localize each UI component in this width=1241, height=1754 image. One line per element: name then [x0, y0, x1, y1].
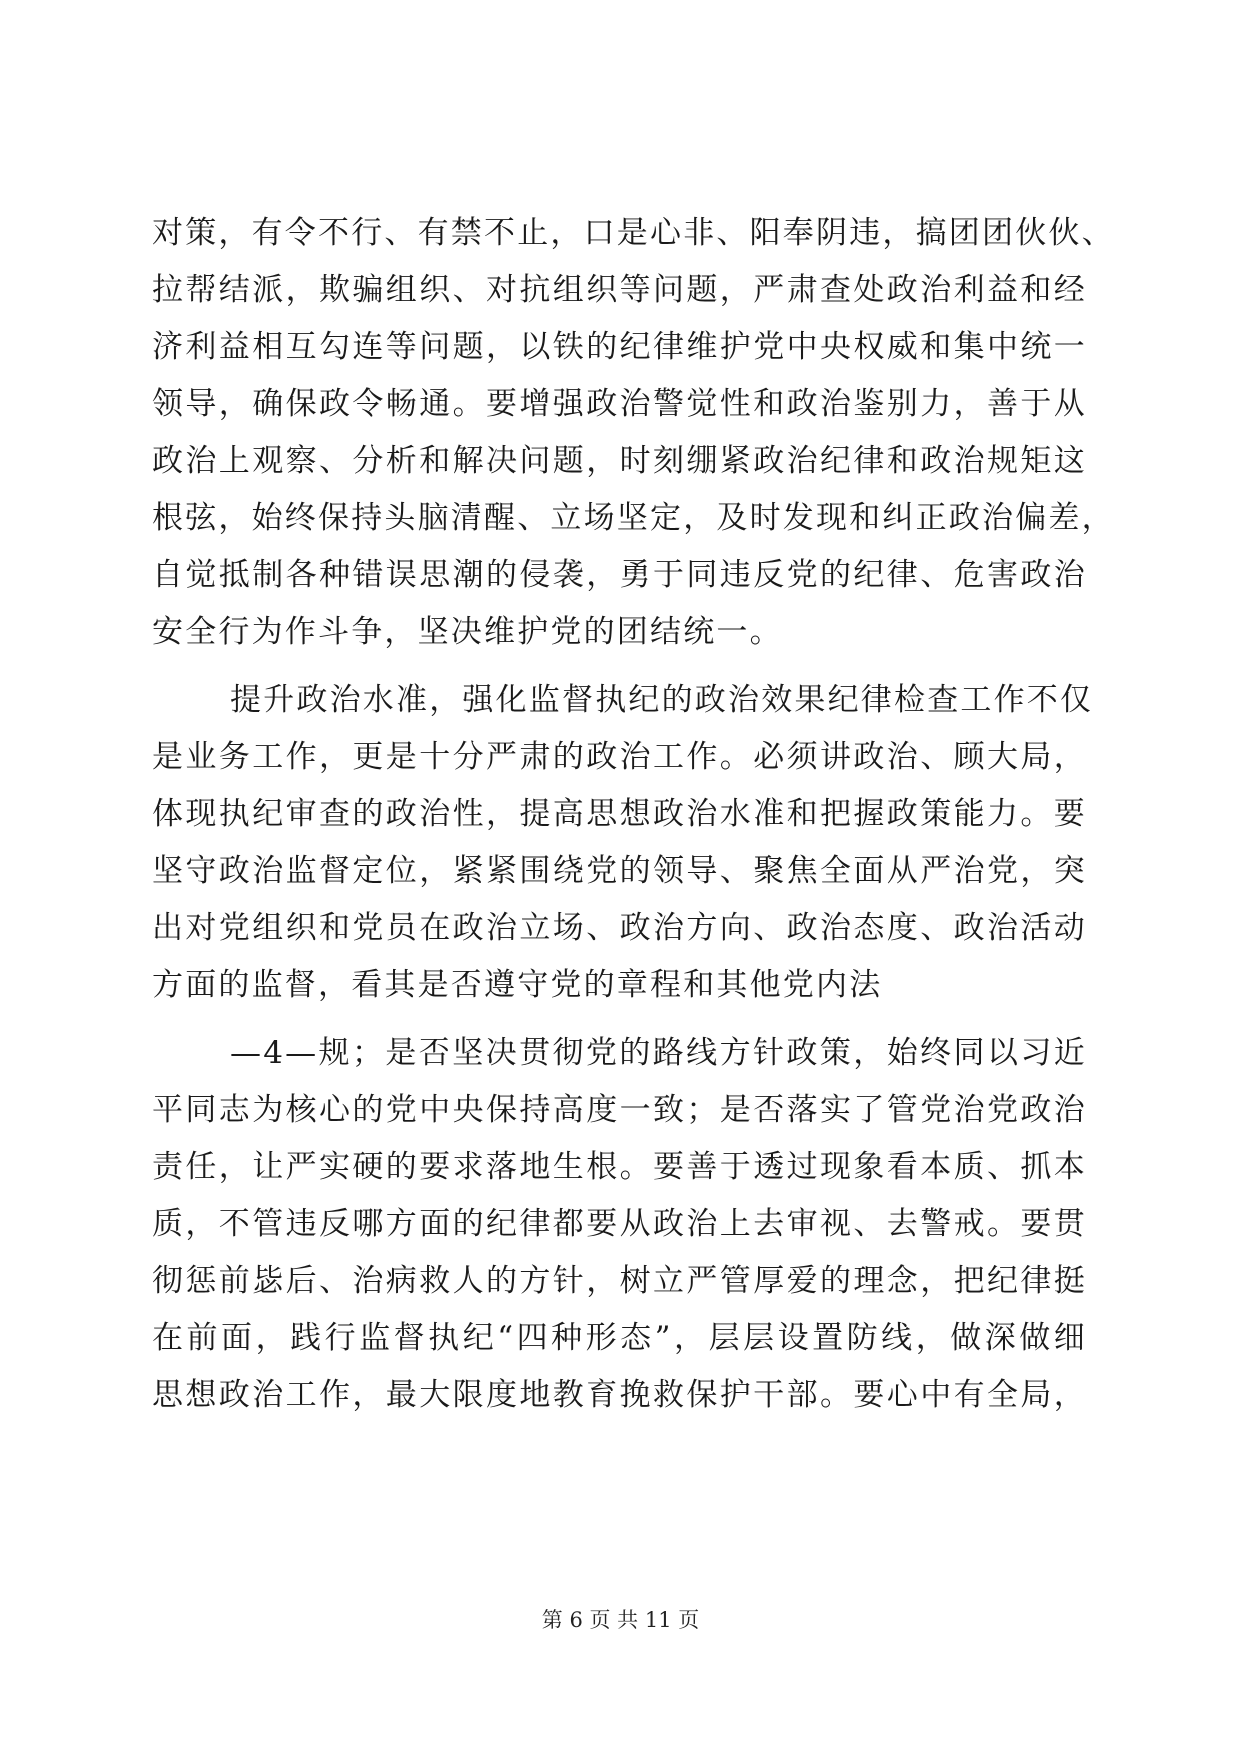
text-line: 根弦，始终保持头脑清醒、立场坚定，及时发现和纠正政治偏差， [152, 500, 1115, 536]
text-line: 方面的监督，看其是否遵守党的章程和其他党内法 [152, 967, 883, 1003]
paragraph-first-line: —4—规；是否坚决贯彻党的路线方针政策，始终同以习近 [230, 1035, 1087, 1071]
text-line: 责任，让严实硬的要求落地生根。要善于透过现象看本质、抓本 [152, 1149, 1087, 1185]
text-line: 思想政治工作，最大限度地教育挽救保护干部。要心中有全局， [152, 1377, 1087, 1413]
text-line: 拉帮结派，欺骗组织、对抗组织等问题，严肃查处政治利益和经 [152, 272, 1087, 308]
text-line: 在前面，践行监督执纪“四种形态”，层层设置防线，做深做细 [152, 1320, 1087, 1356]
page-number-footer: 第 6 页 共 11 页 [541, 1608, 700, 1632]
text-line: 是业务工作，更是十分严肃的政治工作。必须讲政治、顾大局， [152, 739, 1087, 775]
text-line: 出对党组织和党员在政治立场、政治方向、政治态度、政治活动 [152, 910, 1087, 946]
text-line: 领导，确保政令畅通。要增强政治警觉性和政治鉴别力，善于从 [152, 386, 1087, 422]
text-line: 彻惩前毖后、治病救人的方针，树立严管厚爱的理念，把纪律挺 [152, 1263, 1087, 1299]
text-line: 对策，有令不行、有禁不止，口是心非、阳奉阴违，搞团团伙伙、 [152, 215, 1115, 251]
paragraph-first-line: 提升政治水准，强化监督执纪的政治效果纪律检查工作不仅 [230, 682, 1094, 718]
text-line: 质，不管违反哪方面的纪律都要从政治上去审视、去警戒。要贯 [152, 1206, 1087, 1242]
text-line: 自觉抵制各种错误思潮的侵袭，勇于同违反党的纪律、危害政治 [152, 557, 1087, 593]
text-line: 政治上观察、分析和解决问题，时刻绷紧政治纪律和政治规矩这 [152, 443, 1087, 479]
text-line: 坚守政治监督定位，紧紧围绕党的领导、聚焦全面从严治党，突 [152, 853, 1087, 889]
text-line: 体现执纪审查的政治性，提高思想政治水准和把握政策能力。要 [152, 796, 1087, 832]
text-line: 安全行为作斗争，坚决维护党的团结统一。 [152, 614, 783, 650]
text-line: 济利益相互勾连等问题，以铁的纪律维护党中央权威和集中统一 [152, 329, 1087, 365]
text-line: 平同志为核心的党中央保持高度一致；是否落实了管党治党政治 [152, 1092, 1087, 1128]
